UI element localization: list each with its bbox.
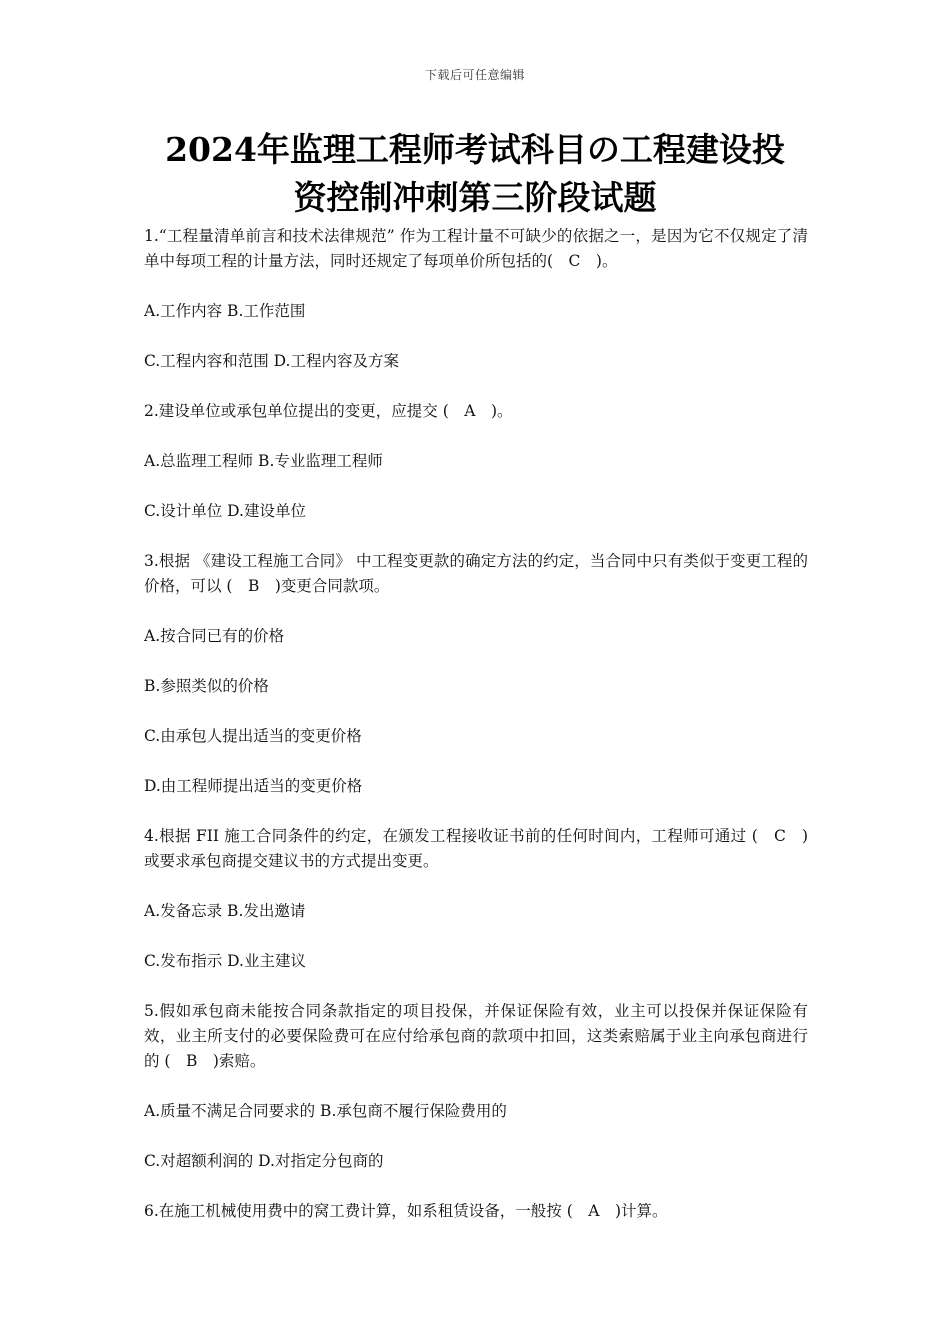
question-3-option-d: D.由工程师提出适当的变更价格 [144,777,363,795]
document-body [144,224,808,1249]
question-2-options-cd: C.设计单位 D.建设单位 [144,502,306,520]
question-1-options-cd: C.工程内容和范围 D.工程内容及方案 [144,352,399,370]
question-3: 3.根据 《建设工程施工合同》 中工程变更款的确定方法的约定，当合同中只有类似于变更工程的价格，可以 ( B )变更合同款项。 [144,552,808,595]
question-6: 6.在施工机械使用费中的窝工费计算，如系租赁设备，一般按 ( A )计算。 [144,1202,668,1220]
document-title [120,126,830,222]
question-4-options-ab: A.发备忘录 B.发出邀请 [144,902,306,920]
title-line-1: 2024年监理工程师考试科目の工程建设投 [165,130,785,169]
question-5-options-ab: A.质量不满足合同要求的 B.承包商不履行保险费用的 [144,1102,507,1120]
question-3-option-b: B.参照类似的价格 [144,677,269,695]
question-5-options-cd: C.对超额利润的 D.对指定分包商的 [144,1152,384,1170]
question-5: 5.假如承包商未能按合同条款指定的项目投保，并保证保险有效，业主可以投保并保证保险有效，业主所支付的必要保险费可在应付给承包商的款项中扣回，这类索赔属于业主向承包商进行的 ( B )索赔。 [144,1002,808,1070]
title-line-2: 资控制冲刺第三阶段试题 [293,178,657,217]
page-header: 下载后可任意编辑 [424,68,525,82]
question-4-options-cd: C.发布指示 D.业主建议 [144,952,306,970]
question-3-option-c: C.由承包人提出适当的变更价格 [144,727,362,745]
question-4: 4.根据 FII 施工合同条件的约定，在颁发工程接收证书前的任何时间内，工程师可通过 ( C )或要求承包商提交建议书的方式提出变更。 [144,827,808,870]
question-1-options-ab: A.工作内容 B.工作范围 [144,302,306,320]
question-2-options-ab: A.总监理工程师 B.专业监理工程师 [144,452,383,470]
question-3-option-a: A.按合同已有的价格 [144,627,285,645]
question-2: 2.建设单位或承包单位提出的变更，应提交 ( A )。 [144,402,513,420]
question-1: 1.“工程量清单前言和技术法律规范” 作为工程计量不可缺少的依据之一，是因为它不仅规定了清单中每项工程的计量方法，同时还规定了每项单价所包括的( C )。 [144,227,808,270]
